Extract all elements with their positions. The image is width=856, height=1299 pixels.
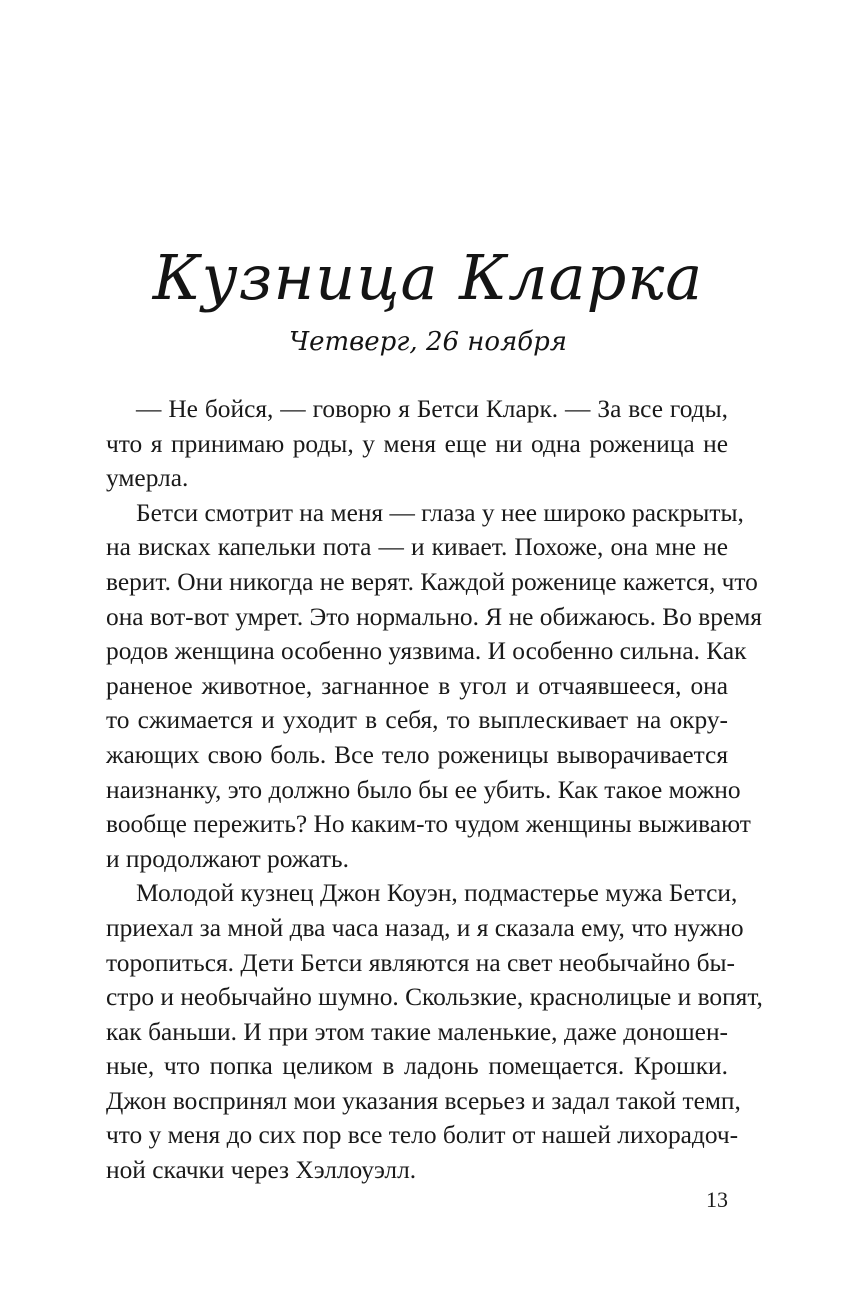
text-line: торопиться. Дети Бетси являются на свет необычайно бы- (106, 948, 736, 977)
text-line: умерла. (106, 464, 189, 493)
text-line: родов женщина особенно уязвима. И особенно сильна. Как (106, 637, 747, 666)
text-line: ной скачки через Хэллоуэлл. (106, 1156, 417, 1185)
text-line: то сжимается и уходит в себя, то выплескивает на окру- (106, 706, 728, 735)
text-line: как баньши. И при этом такие маленькие, даже доношен- (106, 1017, 728, 1046)
text-line: стро и необычайно шумно. Скользкие, краснолицые и вопят, (106, 983, 763, 1012)
text-line: наизнанку, это должно было бы ее убить. Как такое можно (106, 775, 741, 804)
text-line: ные, что попка целиком в ладонь помещается. Крошки. (106, 1052, 728, 1081)
chapter-date: Четверг, 26 ноября (288, 327, 568, 357)
text-line: жающих свою боль. Все тело роженицы выворачивается (106, 740, 728, 769)
text-line: Молодой кузнец Джон Коуэн, подмастерье мужа Бетси, (136, 879, 738, 908)
text-line: она вот-вот умрет. Это нормально. Я не обижаюсь. Во время (106, 602, 762, 631)
text-line: Бетси смотрит на меня — глаза у нее широко раскрыты, (136, 498, 744, 527)
text-line: что я принимаю роды, у меня еще ни одна роженица не (106, 429, 728, 458)
text-line: что у меня до сих пор все тело болит от нашей лихорадоч- (106, 1121, 739, 1150)
text-line: на висках капельки пота — и кивает. Похоже, она мне не (106, 533, 728, 562)
text-line: верит. Они никогда не верят. Каждой роженице кажется, что (106, 567, 758, 596)
chapter-title: Кузница Кларка (152, 241, 704, 314)
text-line: приехал за мной два часа назад, и я сказала ему, что нужно (106, 913, 744, 942)
text-line: вообще пережить? Но каким-то чудом женщины выживают (106, 810, 751, 839)
text-line: раненое животное, загнанное в угол и отчаявшееся, она (106, 671, 728, 700)
text-line: — Не бойся, — говорю я Бетси Кларк. — За все годы, (136, 395, 728, 423)
text-line: Джон воспринял мои указания всерьез и задал такой темп, (106, 1086, 741, 1115)
body-text (106, 392, 763, 1188)
text-line: и продолжают рожать. (106, 844, 349, 873)
page-number: 13 (706, 1187, 728, 1212)
